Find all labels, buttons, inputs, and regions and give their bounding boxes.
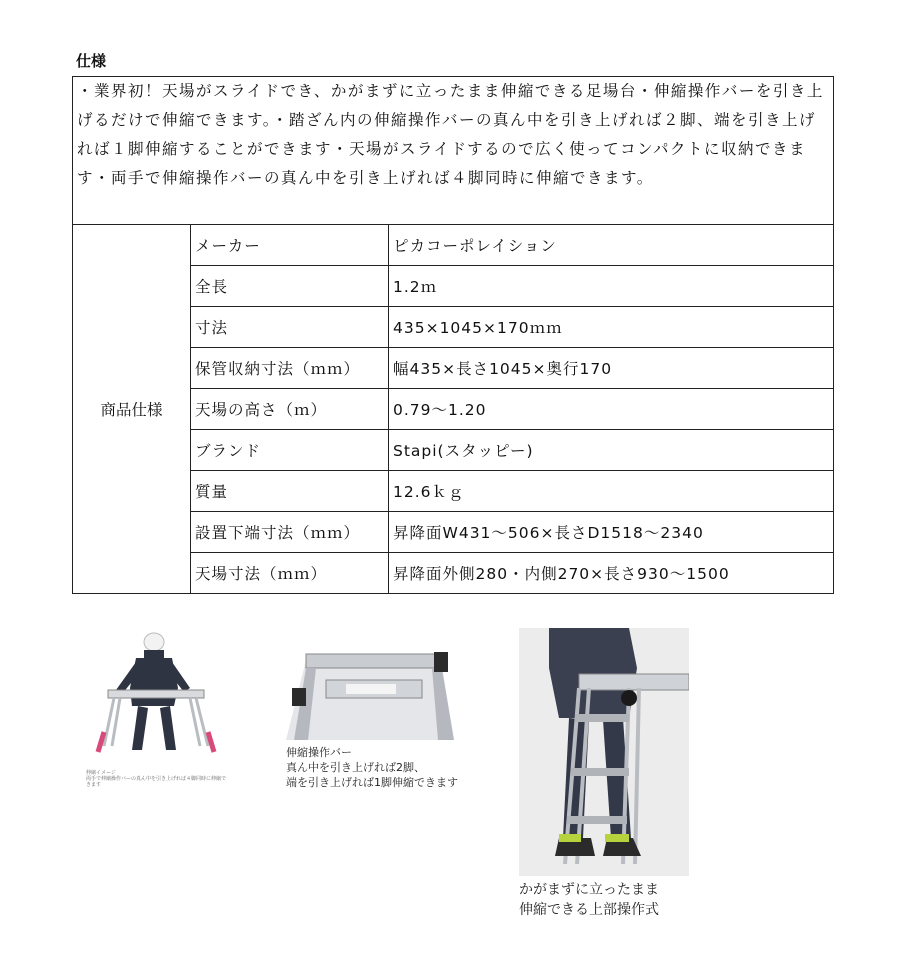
row-label: 天場の高さ（ｍ）	[191, 389, 389, 430]
spec-table	[72, 76, 834, 594]
section-heading: 仕様	[76, 52, 107, 70]
row-label: ブランド	[191, 430, 389, 471]
row-value: 0.79～1.20	[389, 389, 834, 430]
product-photo-standing	[519, 628, 689, 876]
row-value: Stapi(スタッピー)	[389, 430, 834, 471]
row-value: ピカコーポレイション	[389, 225, 834, 266]
row-value: 昇降面W431～506×長さD1518～2340	[389, 512, 834, 553]
photo2-caption-2: 真ん中を引き上げれば2脚、	[286, 761, 425, 774]
product-photo-worker	[86, 628, 226, 763]
row-label: 設置下端寸法（ｍｍ）	[191, 512, 389, 553]
row-value: 1.2ｍ	[389, 266, 834, 307]
row-label: 質量	[191, 471, 389, 512]
photo2-caption-3: 端を引き上げれば1脚伸縮できます	[286, 776, 458, 789]
description-text: ・業界初！天場がスライドでき、かがまずに立ったまま伸縮できる足場台・伸縮操作バーを引き上げるだけで伸縮できます。・踏ざん内の伸縮操作バーの真ん中を引き上げれば２脚、端を引き上げれば１脚伸縮することができます・天場がスライドするので広く使ってコンパクトに収納できます・両手で伸縮操作バーの真ん中を引き上げれば４脚同時に伸縮できます。	[73, 77, 834, 225]
row-label: 寸法	[191, 307, 389, 348]
row-label: メーカー	[191, 225, 389, 266]
photo2-caption-1: 伸縮操作バー	[286, 746, 352, 759]
photo3-caption-1: かがまずに立ったまま	[519, 882, 659, 898]
photo1-caption: 伸縮イメージ 両手で伸縮操作バーの真ん中を引き上げれば４脚同時に伸縮できます	[86, 770, 227, 788]
photo3-caption-2: 伸縮できる上部操作式	[519, 902, 659, 918]
product-photo-bar	[286, 640, 454, 740]
row-value: 幅435×長さ1045×奥行170	[389, 348, 834, 389]
table-row	[73, 225, 834, 266]
row-value: 昇降面外側280・内側270×長さ930～1500	[389, 553, 834, 594]
row-label: 全長	[191, 266, 389, 307]
group-label: 商品仕様	[73, 225, 191, 594]
row-label: 天場寸法（ｍｍ）	[191, 553, 389, 594]
row-value: 12.6ｋｇ	[389, 471, 834, 512]
row-label: 保管収納寸法（ｍｍ）	[191, 348, 389, 389]
row-value: 435×1045×170ｍｍ	[389, 307, 834, 348]
